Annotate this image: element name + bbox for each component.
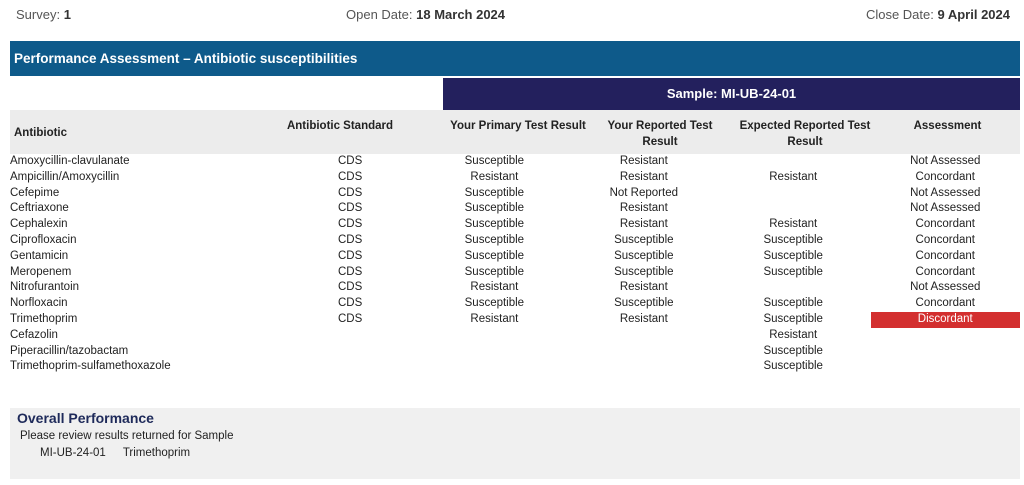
cell-primary: Susceptible xyxy=(464,249,525,262)
cell-assessment: Not Assessed xyxy=(910,186,981,199)
cell-standard xyxy=(283,344,417,360)
cell-assessment: Concordant xyxy=(915,170,975,183)
cell-assessment: Not Assessed xyxy=(910,281,981,294)
cell-expected: Susceptible xyxy=(763,265,823,278)
cell-primary xyxy=(417,328,572,344)
overall-sample: MI-UB-24-01 xyxy=(40,447,106,459)
cell-standard: CDS xyxy=(337,265,363,278)
cell-assessment: Concordant xyxy=(915,297,975,310)
overall-message: Please review results returned for Sample xyxy=(20,430,234,442)
cell-primary: Resistant xyxy=(470,281,519,294)
col-standard: Antibiotic Standard xyxy=(286,120,394,132)
cell-reported: Resistant xyxy=(619,202,668,215)
cell-primary xyxy=(417,359,572,375)
cell-primary: Susceptible xyxy=(464,186,525,199)
cell-reported: Susceptible xyxy=(614,233,674,246)
cell-expected: Susceptible xyxy=(763,360,823,373)
table-row xyxy=(10,296,1020,312)
cell-antibiotic: Nitrofurantoin xyxy=(10,281,80,294)
table-row xyxy=(10,265,1020,281)
results-table xyxy=(10,154,1020,375)
cell-expected: Susceptible xyxy=(763,312,823,325)
cell-antibiotic: Cefazolin xyxy=(10,328,58,341)
col-assessment: Assessment xyxy=(913,120,982,132)
cell-reported: Not Reported xyxy=(609,186,678,199)
cell-expected: Resistant xyxy=(769,218,818,231)
cell-expected: Susceptible xyxy=(763,233,823,246)
section-title: Performance Assessment – Antibiotic susceptibilities xyxy=(10,41,1020,76)
cell-reported xyxy=(572,359,716,375)
cell-standard: CDS xyxy=(337,297,363,310)
cell-standard: CDS xyxy=(337,281,363,294)
survey-header xyxy=(0,0,1024,30)
cell-primary: Susceptible xyxy=(464,265,525,278)
cell-standard xyxy=(283,359,417,375)
col-antibiotic: Antibiotic xyxy=(14,127,68,139)
cell-assessment xyxy=(871,328,1020,344)
survey-label: Survey: xyxy=(16,7,61,22)
cell-expected xyxy=(716,201,871,217)
open-date-label: Open Date: xyxy=(346,7,413,22)
overall-performance xyxy=(10,408,1020,479)
cell-reported xyxy=(572,328,716,344)
col-expected: Expected Reported Test Result xyxy=(739,120,871,148)
cell-antibiotic: Amoxycillin-clavulanate xyxy=(10,155,130,167)
cell-standard xyxy=(283,328,417,344)
cell-antibiotic: Piperacillin/tazobactam xyxy=(10,344,129,357)
cell-assessment xyxy=(871,344,1020,360)
sample-header: Sample: MI-UB-24-01 xyxy=(443,78,1020,110)
cell-assessment: Concordant xyxy=(915,249,975,262)
survey-value: 1 xyxy=(63,7,71,22)
table-row xyxy=(10,233,1020,249)
close-date-label: Close Date: xyxy=(865,7,934,22)
table-row xyxy=(10,186,1020,202)
open-date xyxy=(346,7,505,22)
cell-assessment: Discordant xyxy=(871,312,1020,328)
cell-assessment: Not Assessed xyxy=(910,202,981,215)
table-row xyxy=(10,249,1020,265)
overall-detail xyxy=(40,447,204,459)
cell-standard: CDS xyxy=(337,249,363,262)
overall-antibiotic: Trimethoprim xyxy=(122,447,191,459)
survey-info xyxy=(16,7,71,22)
cell-reported: Susceptible xyxy=(614,249,674,262)
cell-standard: CDS xyxy=(337,312,363,325)
cell-expected: Susceptible xyxy=(763,249,823,262)
cell-expected xyxy=(716,154,871,170)
table-header xyxy=(10,110,1020,154)
cell-expected: Resistant xyxy=(769,328,818,341)
cell-expected: Susceptible xyxy=(763,344,823,357)
cell-expected: Susceptible xyxy=(763,297,823,310)
table-row xyxy=(10,312,1020,328)
cell-antibiotic: Trimethoprim-sulfamethoxazole xyxy=(10,360,171,373)
cell-standard: CDS xyxy=(337,218,363,231)
cell-reported: Susceptible xyxy=(614,297,674,310)
col-reported: Your Reported Test Result xyxy=(607,120,713,148)
cell-primary xyxy=(417,344,572,360)
cell-reported: Resistant xyxy=(619,312,668,325)
cell-reported: Resistant xyxy=(619,218,668,231)
close-date-value: 9 April 2024 xyxy=(937,7,1010,22)
cell-primary: Resistant xyxy=(470,170,519,183)
cell-antibiotic: Meropenem xyxy=(10,265,72,278)
cell-assessment xyxy=(871,359,1020,375)
col-primary: Your Primary Test Result xyxy=(450,120,586,132)
cell-reported: Resistant xyxy=(619,170,668,183)
cell-standard: CDS xyxy=(337,202,363,215)
cell-antibiotic: Ceftriaxone xyxy=(10,202,69,215)
cell-antibiotic: Cephalexin xyxy=(10,218,68,231)
cell-antibiotic: Gentamicin xyxy=(10,249,69,262)
cell-reported: Resistant xyxy=(619,281,668,294)
cell-primary: Susceptible xyxy=(464,297,525,310)
cell-expected: Resistant xyxy=(769,170,818,183)
cell-reported: Resistant xyxy=(619,155,668,167)
cell-primary: Resistant xyxy=(470,312,519,325)
cell-reported xyxy=(572,344,716,360)
cell-antibiotic: Ciprofloxacin xyxy=(10,233,77,246)
cell-standard: CDS xyxy=(337,155,363,167)
table-row xyxy=(10,328,1020,344)
cell-assessment: Not Assessed xyxy=(910,155,981,167)
table-row xyxy=(10,154,1020,170)
cell-expected xyxy=(716,280,871,296)
cell-assessment: Concordant xyxy=(915,233,975,246)
cell-standard: CDS xyxy=(337,233,363,246)
table-row xyxy=(10,217,1020,233)
cell-assessment: Concordant xyxy=(915,218,975,231)
cell-primary: Susceptible xyxy=(464,218,525,231)
table-row xyxy=(10,170,1020,186)
cell-standard: CDS xyxy=(337,170,363,183)
table-row xyxy=(10,201,1020,217)
cell-primary: Susceptible xyxy=(464,155,525,167)
table-row xyxy=(10,359,1020,375)
cell-standard: CDS xyxy=(337,186,363,199)
overall-title: Overall Performance xyxy=(17,410,154,426)
table-row xyxy=(10,280,1020,296)
cell-antibiotic: Cefepime xyxy=(10,186,60,199)
cell-antibiotic: Trimethoprim xyxy=(10,312,78,325)
table-row xyxy=(10,344,1020,360)
cell-reported: Susceptible xyxy=(614,265,674,278)
open-date-value: 18 March 2024 xyxy=(416,7,506,22)
cell-primary: Susceptible xyxy=(464,202,525,215)
close-date xyxy=(866,7,1010,22)
cell-antibiotic: Norfloxacin xyxy=(10,297,68,310)
cell-expected xyxy=(716,186,871,202)
cell-antibiotic: Ampicillin/Amoxycillin xyxy=(10,170,120,183)
cell-assessment: Concordant xyxy=(915,265,975,278)
cell-primary: Susceptible xyxy=(464,233,525,246)
